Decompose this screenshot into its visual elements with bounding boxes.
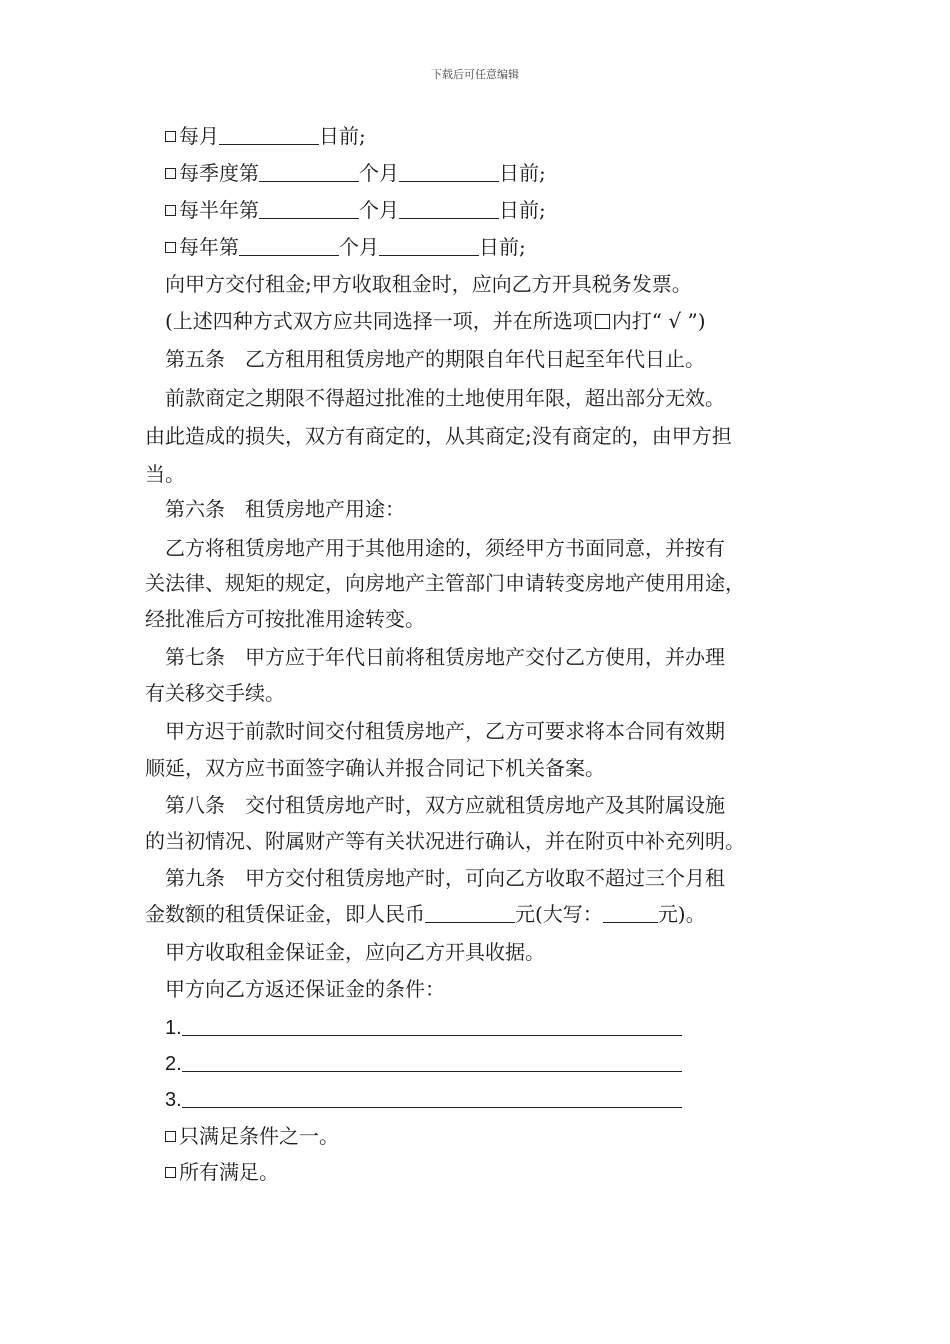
paragraph-line: 向甲方交付租金;甲方收取租金时，应向乙方开具税务发票。: [165, 272, 692, 296]
condition-2: 2.: [165, 1049, 950, 1078]
paragraph-line: 乙方将租赁房地产用于其他用途的，须经甲方书面同意，并按有: [165, 536, 725, 560]
condition-1: 1.: [165, 1013, 950, 1042]
paragraph-line: 甲方收取租金保证金，应向乙方开具收据。: [165, 940, 545, 964]
paragraph-line: 甲方迟于前款时间交付租赁房地产，乙方可要求将本合同有效期: [165, 719, 725, 743]
paragraph-line: 金数额的租赁保证金，即人民币 元(大写： 元)。: [145, 902, 706, 926]
page-header: 下载后可任意编辑: [431, 68, 519, 81]
blank-field[interactable]: [239, 235, 339, 256]
checkbox[interactable]: [165, 168, 176, 179]
checkbox-sample: [595, 314, 610, 329]
article-8: 第八条 交付租赁房地产时，双方应就租赁房地产及其附属设施: [165, 793, 725, 817]
option-yearly: 每年第 个月 日前;: [165, 233, 950, 261]
paragraph-line: (上述四种方式双方应共同选择一项，并在所选项 内打“ √ ”): [165, 309, 706, 333]
paragraph-line: 顺延，双方应书面签字确认并报合同记下机关备案。: [145, 756, 605, 780]
paragraph-line: 甲方向乙方返还保证金的条件：: [165, 977, 445, 1001]
option-half-yearly: 每半年第 个月 日前;: [165, 196, 950, 224]
article-7: 第七条 甲方应于年代日前将租赁房地产交付乙方使用，并办理: [165, 645, 725, 669]
paragraph-line: 关法律、规矩的规定，向房地产主管部门申请转变房地产使用用途，: [145, 571, 745, 595]
blank-field[interactable]: [379, 235, 479, 256]
paragraph-line: 由此造成的损失，双方有商定的，从其商定;没有商定的，由甲方担: [145, 424, 732, 448]
article-6: 第六条 租赁房地产用途：: [165, 497, 405, 521]
checkbox[interactable]: [165, 205, 176, 216]
option-monthly: 每月 日前;: [165, 122, 950, 150]
amount-words-field[interactable]: [603, 902, 658, 923]
checkbox[interactable]: [165, 1131, 176, 1142]
blank-field[interactable]: [259, 198, 359, 219]
option-quarterly: 每季度第 个月 日前;: [165, 159, 950, 187]
checkbox[interactable]: [165, 1167, 176, 1178]
paragraph-line: 前款商定之期限不得超过批准的土地使用年限，超出部分无效。: [165, 386, 725, 410]
checkbox[interactable]: [165, 131, 176, 142]
blank-field[interactable]: [259, 161, 359, 182]
checkbox[interactable]: [165, 242, 176, 253]
condition-3: 3.: [165, 1085, 950, 1114]
article-5: 第五条 乙方租用租赁房地产的期限自年代日起至年代日止。: [165, 347, 705, 371]
amount-field[interactable]: [425, 902, 515, 923]
blank-field[interactable]: [219, 124, 319, 145]
blank-field[interactable]: [399, 161, 499, 182]
condition-field[interactable]: [182, 1015, 682, 1036]
paragraph-line: 经批准后方可按批准用途转变。: [145, 607, 425, 631]
condition-field[interactable]: [182, 1051, 682, 1072]
condition-field[interactable]: [182, 1087, 682, 1108]
option-any-condition: 只满足条件之一。: [165, 1122, 950, 1150]
paragraph-line: 的当初情况、附属财产等有关状况进行确认，并在附页中补充列明。: [145, 829, 745, 853]
paragraph-line: 当。: [145, 462, 185, 486]
blank-field[interactable]: [399, 198, 499, 219]
article-9: 第九条 甲方交付租赁房地产时，可向乙方收取不超过三个月租: [165, 866, 725, 890]
paragraph-line: 有关移交手续。: [145, 681, 285, 705]
option-all-conditions: 所有满足。: [165, 1158, 950, 1186]
